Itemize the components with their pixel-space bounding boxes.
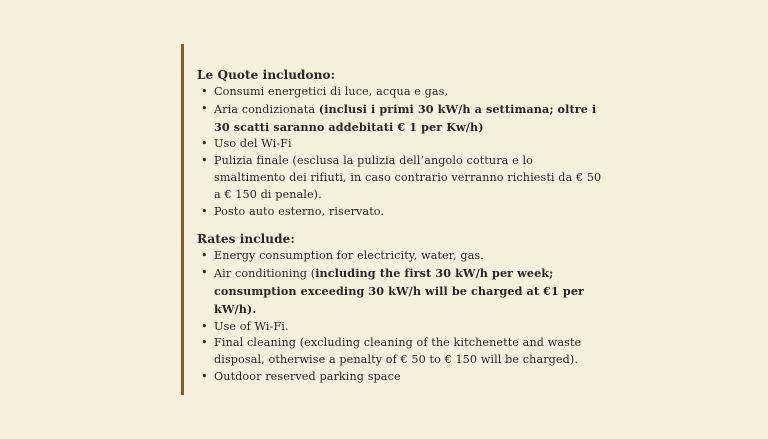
item-text: Outdoor reserved parking space (214, 369, 401, 383)
list-item (197, 84, 607, 101)
item-text: Uso del Wi-Fi (214, 137, 292, 151)
list-item (197, 335, 607, 369)
list-item (197, 319, 607, 336)
list-item (197, 153, 607, 203)
item-bold-text: (inclusi i primi 30 kW/h a settimana; oltre i 30 scatti saranno addebitati € 1 per Kw/h) (214, 101, 597, 134)
item-text: Pulizia finale (esclusa la pulizia dell’angolo cottura e lo smaltimento dei rifiuti, in caso contrario verranno richiesti da € 50 a € 150 di penale). (214, 154, 602, 201)
italian-section (197, 67, 607, 220)
list-item (197, 265, 607, 318)
list-item (197, 248, 607, 265)
item-text: Energy consumption for electricity, water, gas. (214, 249, 484, 263)
content (197, 67, 607, 386)
item-text: Aria condizionata (214, 102, 319, 116)
list-item (197, 369, 607, 386)
english-section (197, 231, 607, 385)
accent-bar (181, 44, 184, 395)
italian-title: Le Quote includono: (197, 68, 336, 82)
list-item (197, 136, 607, 153)
info-panel (181, 44, 611, 395)
english-title: Rates include: (197, 232, 295, 247)
item-text: Consumi energetici di luce, acqua e gas, (214, 85, 449, 98)
list-item (197, 101, 607, 137)
list-item (197, 204, 607, 221)
item-text: Air conditioning ( (214, 267, 316, 281)
item-text: Posto auto esterno, riservato. (214, 204, 385, 218)
english-list (197, 248, 607, 385)
italian-list (197, 84, 607, 220)
item-text: Final cleaning (excluding cleaning of the kitchenette and waste disposal, otherwise a penalty of € 50 to € 150 will be charged). (214, 336, 582, 367)
item-bold-text: including the first 30 kW/h per week; consumption exceeding 30 kW/h will be charged at €1 per kW/h). (214, 266, 585, 316)
item-text: Use of Wi-Fi. (214, 319, 289, 333)
